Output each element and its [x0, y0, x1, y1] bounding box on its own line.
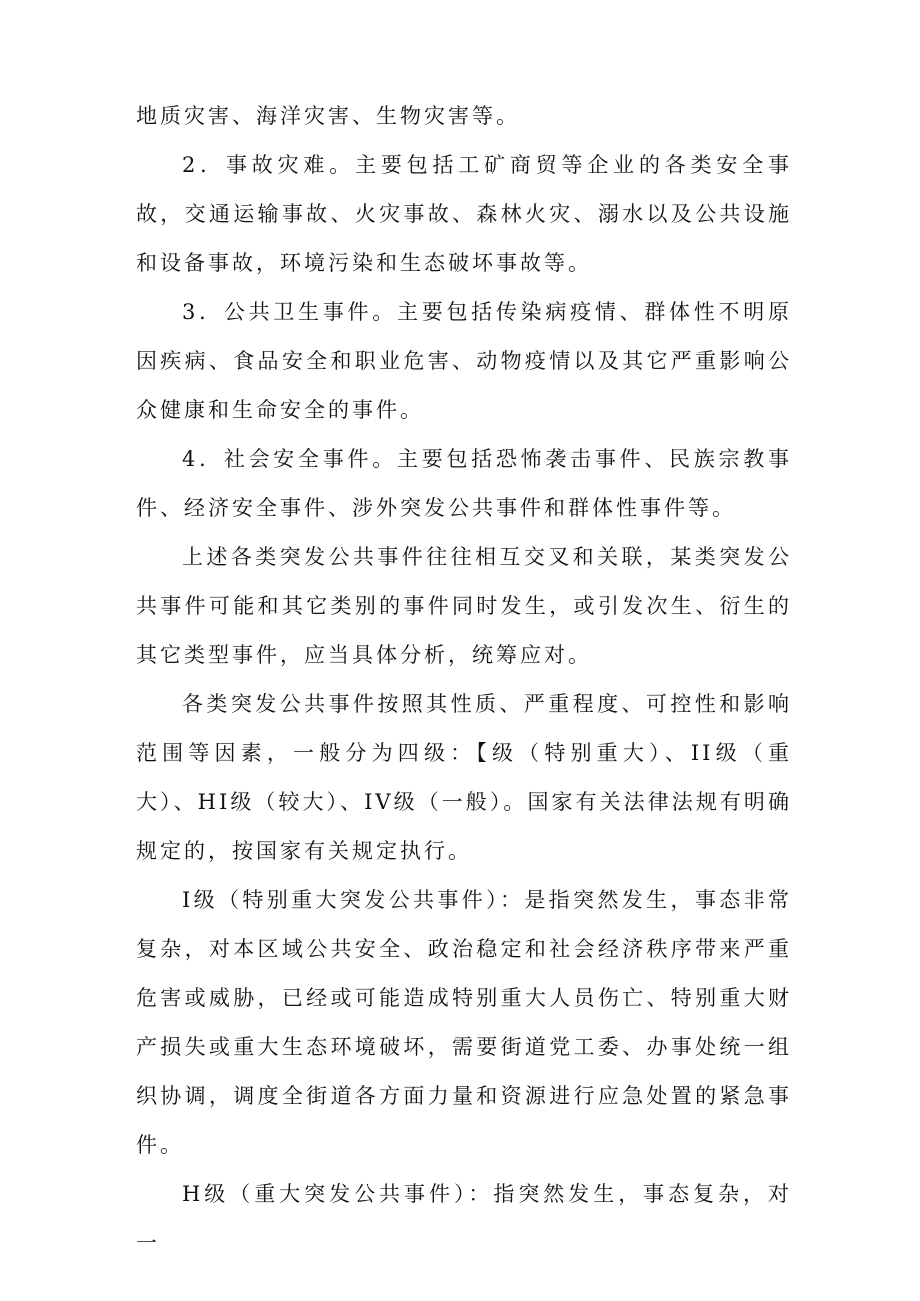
paragraph-social-security: 4．社会安全事件。主要包括恐怖袭击事件、民族宗教事件、经济安全事件、涉外突发公共事件和群体性事件等。 — [136, 447, 792, 520]
paragraph-continuation: 地质灾害、海洋灾害、生物灾害等。 — [136, 104, 520, 128]
paragraph-accident-disaster: 2．事故灾难。主要包括工矿商贸等企业的各类安全事故，交通运输事故、火灾事故、森林火灾、溺水以及公共设施和设备事故，环境污染和生态破坏事故等。 — [136, 153, 792, 275]
paragraph-level-one: I级（特别重大突发公共事件）：是指突然发生，事态非常复杂，对本区域公共安全、政治稳定和社会经济秩序带来严重危害或威胁，已经或可能造成特别重大人员伤亡、特别重大财产损失或重大生态环境破坏，需要街道党工委、办事处统一组织协调，调度全街道各方面力量和资源进行应急处置的紧急事件。 — [136, 888, 792, 1157]
paragraph-level-two: H级（重大突发公共事件）：指突然发生，事态复杂，对一 — [136, 1182, 792, 1255]
paragraph-public-health: 3．公共卫生事件。主要包括传染病疫情、群体性不明原因疾病、食品安全和职业危害、动物疫情以及其它严重影响公众健康和生命安全的事件。 — [136, 300, 792, 422]
paragraph-cross-relation: 上述各类突发公共事件往往相互交叉和关联，某类突发公共事件可能和其它类别的事件同时发生，或引发次生、衍生的其它类型事件，应当具体分析，统筹应对。 — [136, 545, 792, 667]
paragraph-level-classification: 各类突发公共事件按照其性质、严重程度、可控性和影响范围等因素，一般分为四级：【级（特别重大）、II级（重大）、HI级（较大）、IV级（一般）。国家有关法律法规有明确规定的，按国家有关规定执行。 — [136, 692, 792, 863]
document-body — [136, 92, 792, 1268]
